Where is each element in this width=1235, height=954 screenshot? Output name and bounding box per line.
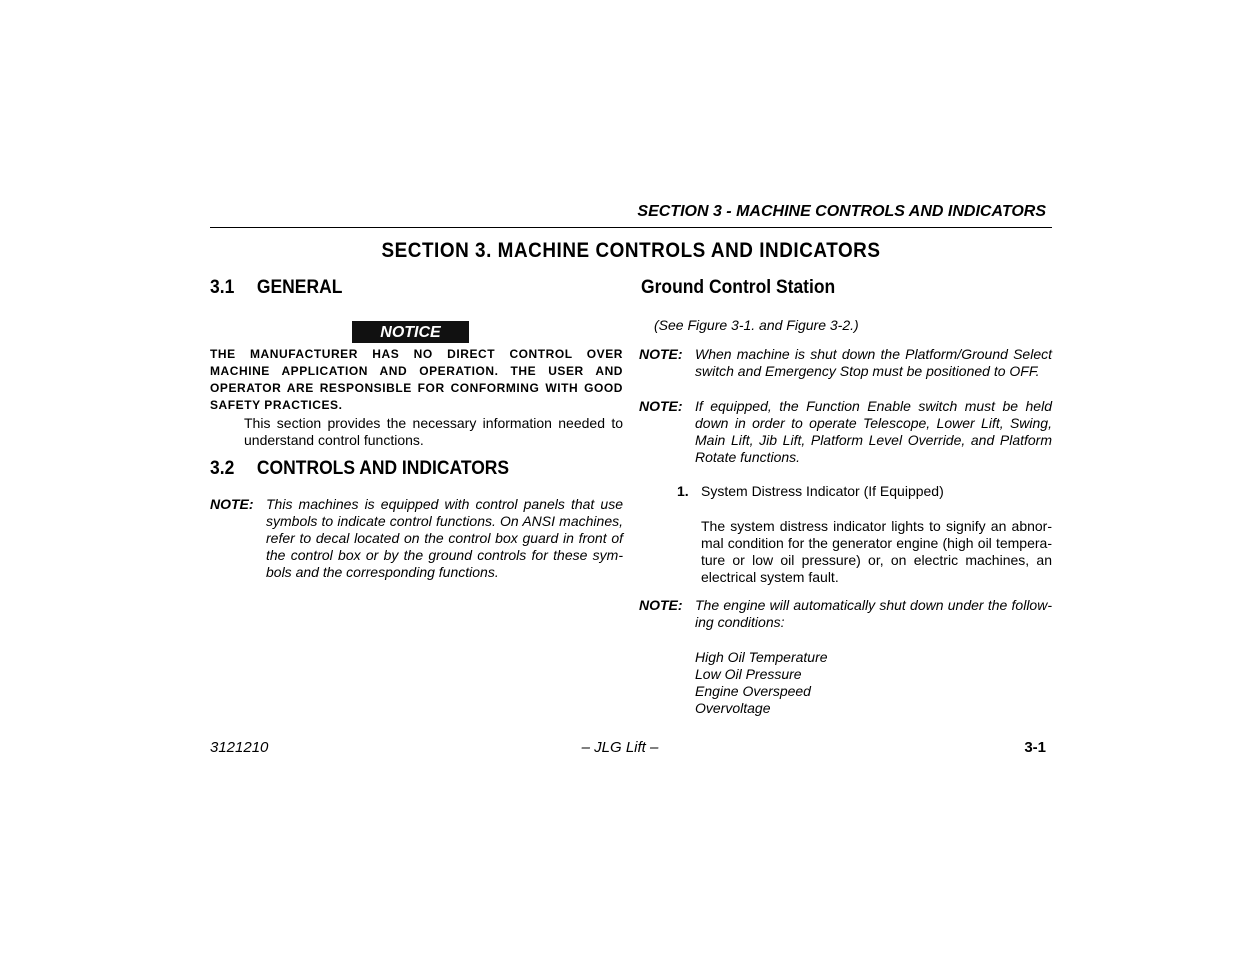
shutdown-conditions-list (695, 649, 1052, 717)
item-title: System Distress Indicator (If Equipped) (701, 483, 944, 499)
note-label: NOTE: (639, 597, 683, 613)
heading-general (210, 277, 342, 299)
list-item: Overvoltage (695, 700, 771, 716)
footer-doc-number: 3121210 (210, 739, 269, 756)
header-rule (210, 227, 1052, 228)
page-title: SECTION 3. MACHINE CONTROLS AND INDICATORS (381, 239, 881, 262)
note-label: NOTE: (639, 398, 683, 414)
heading-number: 3.2 (210, 458, 235, 479)
notice-badge: NOTICE (352, 321, 469, 343)
note-label: NOTE: (639, 346, 683, 362)
see-figure-reference: (See Figure 3-1. and Figure 3-2.) (654, 317, 859, 333)
running-header: SECTION 3 - MACHINE CONTROLS AND INDICATORS (637, 203, 1046, 220)
note-text: If equipped, the Function Enable switch must be held down in order to operate Telescope, Lower Lift, Swing, Main Lift, Jib Lift, Platform Level Override, and Platform Rotate functions. (695, 398, 1052, 465)
heading-text: CONTROLS AND INDICATORS (256, 458, 510, 479)
note-text: This machines is equipped with control panels that use symbols to indicate control functions. On ANSI machines, refer to decal located on the control box guard in front of the control box or by the ground controls for these sym-bols and the corresponding functions. (266, 496, 623, 580)
note-engine-shutdown (639, 597, 1052, 719)
list-item: Low Oil Pressure (695, 666, 802, 682)
heading-ground-control-station: Ground Control Station (641, 277, 836, 298)
notice-text: THE MANUFACTURER HAS NO DIRECT CONTROL OVER MACHINE APPLICATION AND OPERATION. THE USER AND OPERATOR ARE RESPONSIBLE FOR CONFORMING WITH GOOD SAFETY PRACTICES. (210, 347, 623, 412)
general-body: This section provides the necessary information needed to understand control functions. (244, 415, 623, 448)
item-body: The system distress indicator lights to signify an abnor-mal condition for the generator engine (high oil tempera-ture or low oil pressure) or, on electric machines, an electrical system fault. (701, 518, 1052, 585)
note-label: NOTE: (210, 496, 254, 512)
note-shutdown (639, 346, 1052, 386)
list-item: Engine Overspeed (695, 683, 811, 699)
note-function-enable (639, 398, 1052, 470)
list-item: High Oil Temperature (695, 649, 828, 665)
item-number: 1. (677, 483, 689, 499)
heading-text: GENERAL (256, 277, 343, 298)
heading-number: 3.1 (210, 277, 235, 298)
note-text: When machine is shut down the Platform/Ground Select switch and Emergency Stop must be positioned to OFF. (695, 346, 1052, 379)
note-text: The engine will automatically shut down under the follow-ing conditions: (695, 597, 1052, 630)
note-control-panels (210, 496, 623, 586)
footer-publisher: – JLG Lift – (581, 739, 659, 756)
heading-controls-and-indicators (210, 458, 509, 480)
footer-page-number: 3-1 (1024, 739, 1046, 756)
